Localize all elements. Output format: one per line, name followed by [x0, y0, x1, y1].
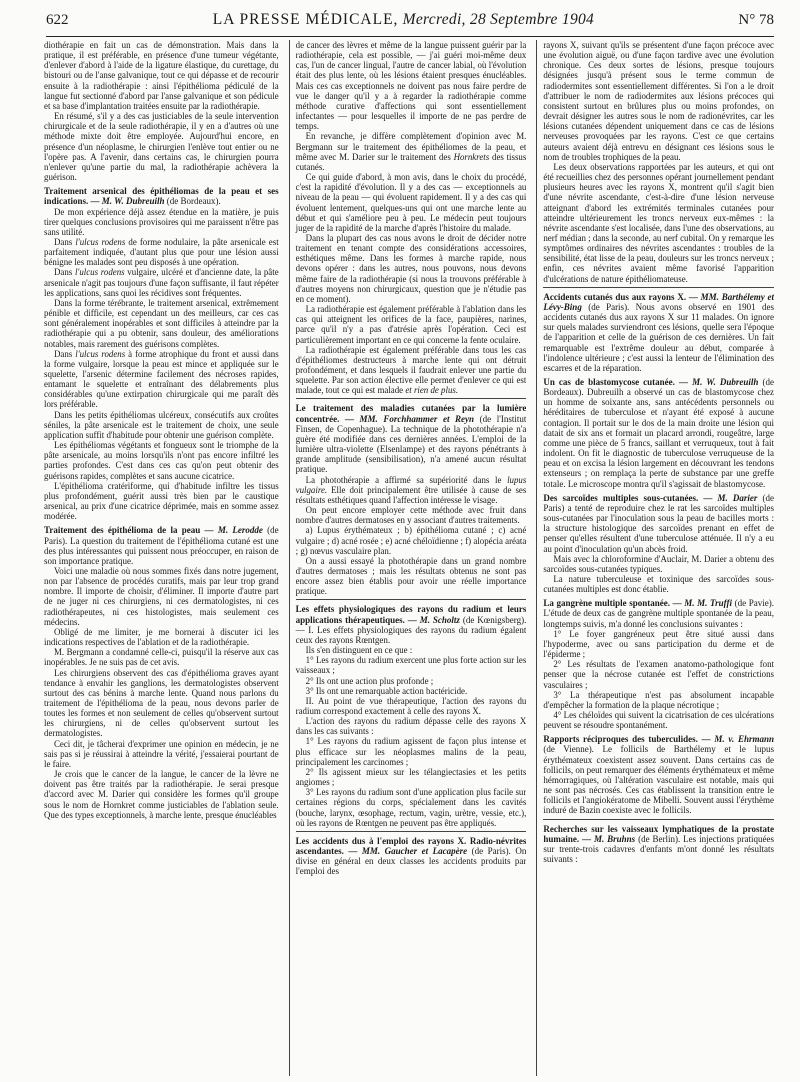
journal-name: LA PRESSE MÉDICALE,: [212, 11, 399, 28]
section-heading: Le traitement des maladies cutanées par la lumière concentrée. — MM. Forchhammer et Reyn (de l'Institut Finsen, de Copenhague). La technique de la photothérapie n'a guère été modifiée dans ces dernières années. L'emploi de la lumière ultra-violette (Elsenlampe) et des rayons pénétrants à grande amplitude (sensibilisation), n'a amené aucun résultat pratique.: [295, 403, 527, 475]
paragraph: Dans les petits épithéliomas ulcéreux, consécutifs aux croûtes séniles, la pâte arsenicale est le traitement de choix, une seule application suffit d'habitude pour obtenir une guérison complète.: [44, 409, 279, 440]
paragraph: Les deux observations rapportées par les auteurs, et qui ont été recueillies chez des personnes opérant journellement pendant plusieurs heures avec les rayons X, montrent qu'il s'agit bien d'une névrite ascendante, c'est-à-dire d'une lésion nerveuse atteignant d'abord les extrémités terminales cutanées pour atteindre ultérieurement les troncs nerveux eux-mêmes : la névrite ascendante s'est localisée, dans l'une des observations, au nerf médian ; dans la seconde, au nerf cubital. On y remarque les symptômes ordinaires des névrites ascendantes : troubles de la sensibilité, état lisse de la peau, douleurs sur les troncs nerveux ; enfin, ces névrites avaient même favorisé l'apparition d'ulcérations de nature épithéliomateuse.: [543, 161, 774, 284]
section-heading: Les effets physiologiques des rayons du radium et leurs applications thérapeutiques. — M. Scholtz (de Kœnigsberg). — I. Les effets physiologiques des rayons du radium égalent ceux des rayons Rœntgen.: [295, 604, 527, 645]
paragraph: L'action des rayons du radium dépasse celle des rayons X dans les cas suivants :: [295, 716, 527, 737]
author: MM. Forchhammer et Reyn: [359, 413, 475, 424]
author: M. Lerodde: [217, 525, 263, 536]
column-2: [289, 40, 527, 1076]
column-3: [536, 40, 774, 1076]
section-heading: Traitement arsenical des épithéliomas de la peau et ses indications. — M. W. Dubreuilh (de Bordeaux).: [44, 186, 279, 207]
paragraph: 1° Les rayons du radium agissent de façon plus intense et plus efficace sur les néoplasmes malins de la peau, principalement les carcinomes ;: [295, 736, 527, 767]
author: MM. Gaucher et Lacapère: [361, 846, 468, 857]
paragraph: Les épithéliomas végétants et fongueux sont le triomphe de la pâte arsenicale, au moins lorsqu'ils n'ont pas encore infiltré les parties profondes. C'est dans ces cas qu'on peut obtenir des guérisons rapides, complètes et sans aucune cicatrice.: [44, 440, 279, 481]
text-columns: [44, 40, 774, 1076]
paragraph: 3° Ils ont une remarquable action bactéricide.: [305, 685, 468, 696]
paragraph: Ce qui guide d'abord, à mon avis, dans le choix du procédé, c'est la rapidité d'évolution. Il y a des cas — exceptionnels au niveau de la peau — qui évoluent rapidement. Il y a des cas qui évoluent lentement, quelques-uns qui ont une marche lente au début et qui s'améliore peu à peu. Le médecin peut toujours juger de la rapidité de la marche d'après l'histoire du malade.: [295, 172, 527, 233]
paragraph: II. Au point de vue thérapeutique, l'action des rayons du radium correspond exactement à celle des rayons X.: [295, 695, 527, 716]
journal-title: [213, 11, 594, 29]
paragraph: Dans la plupart des cas nous avons le droit de décider notre traitement en tenant compte des considérations accessoires, esthétiques même. Dans les formes à marche rapide, nous devons opérer : dans les autres, nous pouvons, nous devons même faire de la radiothérapie (si nous la trouvons préférable à d'autres moyens non chirurgicaux, question que je n'étudie pas en ce moment).: [295, 232, 527, 304]
paragraph: La radiothérapie est également préférable à l'ablation dans les cas qui atteignent les orifices de la face, paupières, narines, parce qu'il n'y a pas d'atrésie après l'opération. Ceci est particulièrement important en ce qui concerne la fente oculaire.: [295, 304, 527, 345]
section-heading: Recherches sur les vaisseaux lymphatiques de la prostate humaine. — M. Bruhns (de Berlin). Les injections pratiquées sur trente-trois cadavres d'enfants m'ont donné les résultats suivants :: [543, 823, 774, 865]
paragraph: Dans la forme térébrante, le traitement arsenical, extrêmement pénible et difficile, est cependant un des meilleurs, car ces cas sont généralement inopérables et sont difficiles à atteindre par la radiothérapie qui a pu obtenir, sans douleur, des améliorations notables, mais rarement des guérisons complètes.: [44, 297, 279, 349]
paragraph: La nature tuberculeuse et toxinique des sarcoïdes sous-cutanées multiples est donc établie.: [543, 573, 774, 595]
author: M. W. Dubreuilh: [692, 377, 759, 387]
page-number: 622: [46, 11, 69, 28]
paragraph: de cancer des lèvres et même de la langue puissent guérir par la radiothérapie, cela est possible, — j'ai guéri moi-même deux cas, l'un de cancer lingual, l'autre de cancer labial, où l'évolution était des plus lente, où les lésions étaient presques énucléables. Mais ces cas exceptionnels ne doivent pas nous faire perdre de vue le danger qu'il y a à regarder la radiothérapie comme méthode curative d'affections qui sont essentiellement infectantes — pour lesquelles il importe de ne pas perdre de temps.: [295, 40, 527, 132]
author: M. Darier: [717, 492, 758, 503]
paragraph: Dans l'ulcus rodens vulgaire, ulcéré et d'ancienne date, la pâte arsenicale n'agit pas toujours d'une façon suffisante, il faut répéter les applications, sans quoi les récidives sont fréquentes.: [44, 267, 279, 298]
issue-date: Mercredi, 28 Septembre 1904: [402, 11, 595, 28]
paragraph: Ceci dit, je tâcherai d'exprimer une opinion en médecin, je ne sais pas si je réussirai à atteindre la vérité, j'essaierai pourtant de le faire.: [44, 738, 279, 769]
author: M. v. Ehrmann: [714, 734, 774, 745]
author: M. M. Truffi: [684, 598, 733, 609]
paragraph: Mais avec la chloroformine d'Auclair, M. Darier a obtenu des sarcoïdes sous-cutanées typiques.: [543, 553, 774, 574]
paragraph: Les chirurgiens observent des cas d'épithélioma graves ayant tendance à envahir les ganglions, les dermatologistes observent surtout des cas bénins à marche lente. Quand nous parlons du traitement de l'épithélioma de la peau, nous devons parler de toutes les formes et non seulement de celles qu'observent surtout les chirurgiens, ni de celles qu'observent surtout les dermatologistes.: [44, 667, 279, 739]
paragraph: M. Bergmann a condamné celle-ci, puisqu'il la réserve aux cas inopérables. Je ne suis pas de cet avis.: [44, 647, 279, 668]
paragraph: a) Lupus érythémateux ; b) épithélioma cutané ; c) acné vulgaire ; d) acné rosée ; e) acné chéloïdienne ; f) alopécia aréata ; g) nœvus vasculaire plan.: [295, 525, 527, 556]
paragraph: Obligé de me limiter, je me bornerai à discuter ici les indications respectives de l'ablation et de la radiothérapie.: [44, 626, 279, 648]
issue-number: N° 78: [738, 11, 774, 28]
section-heading: Les accidents dus à l'emploi des rayons X. Radio-névrites ascendantes. — MM. Gaucher et Lacapère (de Paris). On divise en général en deux classes les accidents produits par l'emploi des: [295, 835, 527, 877]
paragraph: On peut encore employer cette méthode avec fruit dans nombre d'autres dermatoses en y associant d'autres traitements.: [295, 505, 527, 526]
section-heading: La gangrène multiple spontanée. — M. M. Truffi (de Pavie). L'étude de deux cas de gangrène multiple spontanée de la peau, longtemps suivis, m'a donné les conclusions suivantes :: [543, 598, 774, 629]
paragraph: 3° La thérapeutique n'est pas absolument incapable d'empêcher la formation de la plaque nécrotique ;: [543, 689, 774, 710]
paragraph: La radiothérapie est également préférable dans tous les cas d'épithéliomes destructeurs à marche lente qui ont détruit profondément, et dans lesquels il faudrait enlever une partie du squelette. Par son action élective elle permet d'enlever ce qui est malade, tout ce qui est malade et rien de plus.: [295, 344, 527, 396]
paragraph: 3° Les rayons du radium sont d'une application plus facile sur certaines régions du corps, spécialement dans les cavités (bouche, larynx, œsophage, rectum, vagin, urètre, vessie, etc.), où les rayons de Rœntgen ne peuvent pas être appliqués.: [295, 787, 527, 828]
author: M. W. Dubreuilh: [101, 196, 165, 207]
section-heading: Un cas de blastomycose cutanée. — M. W. Dubreuilh (de Bordeaux). Dubreuilh a observé un cas de blastomycose chez un homme de soixante ans, sans antécédents personnels ou héréditaires de tuberculose et n'ayant été exposé à aucune contagion. Il portait sur le dos de la main droite une lésion qui datait de six ans et formait un placard arrondi, rougeâtre, large comme une pièce de 5 francs, saillant et verruqueux, tout à fait indolent. On fit le diagnostic de tuberculose verruqueuse de la peau et on excisa la lésion largement en découvrant les tendons extenseurs ; on remplaça la perte de substance par une greffe totale. Le microscope montra qu'il s'agissait de blastomycose.: [543, 377, 774, 489]
paragraph: 1° Les rayons du radium exercent une plus forte action sur les vaisseaux ;: [295, 655, 527, 676]
paragraph: Ils s'en distinguent en ce que :: [305, 645, 413, 656]
paragraph: 1° Le foyer gangréneux peut être situé aussi dans l'hypoderme, avec ou sans participation du derme et de l'épiderme ;: [543, 628, 774, 660]
paragraph: Je crois que le cancer de la langue, le cancer de la lèvre ne doivent pas être traités par la radiothérapie. Je serai presque d'accord avec M. Darier qui considère les formes qu'il groupe sous le nom de Hornkret comme justiciables de l'ablation seule. Que des types exceptionnels, à marche lente, presque énucléables: [44, 769, 279, 820]
section-separator: [543, 287, 774, 288]
author: M. Bruhns: [593, 833, 636, 844]
paragraph: De mon expérience déjà assez étendue en la matière, je puis tirer quelques conclusions provisoires qui me paraissent n'être pas sans utilité.: [44, 206, 279, 237]
author: M. Scholtz: [419, 614, 460, 625]
paragraph: L'épithélioma cratériforme, qui d'habitude infiltre les tissus plus profondément, guérit aussi très bien par le caustique arsenical, au prix d'une cicatrice déprimée, mais en somme assez modérée.: [44, 480, 279, 522]
section-heading: Traitement des épithélioma de la peau — M. Lerodde (de Paris). La question du traitement de l'épithélioma cutané est une des plus intéressantes qui puissent nous préoccuper, en raison de son importance pratique.: [44, 525, 279, 566]
section-separator: [543, 819, 774, 820]
paragraph: Voici une maladie où nous sommes fixés dans notre jugement, non par l'absence de procédés curatifs, mais par leur trop grand nombre. Il importe de choisir, d'éliminer. Il importe d'autre part de ne juger ni ces chirurgiens, ni ces dermatologistes, ni ces radiothérapeutes, ni ces histologistes, mais seulement ces médecins.: [44, 565, 279, 627]
paragraph: On a aussi essayé la photothérapie dans un grand nombre d'autres dermatoses ; mais les résultats obtenus ne sont pas encore assez bien établis pour avoir une réelle importance pratique.: [295, 555, 527, 597]
author: MM. Barthélemy et Lévy-Bing: [543, 291, 774, 312]
header-rule: [46, 36, 774, 37]
section-separator: [296, 398, 527, 399]
section-separator: [296, 599, 527, 600]
section-heading: Accidents cutanés dus aux rayons X. — MM. Barthélemy et Lévy-Bing (de Paris). Nous avons observé en 1901 des accidents cutanés dus aux rayons X sur 11 malades. On ignore sur quels malades surviendront ces lésions, quelle sera l'époque de l'apparition et celle de la guérison de ces dernières. Un fait remarquable est l'extrême douleur au début, comparée à l'indolence ultérieure ; c'est aussi la lenteur de l'élimination des escarres et de la réparation.: [543, 291, 774, 373]
paragraph: 4° Les chéloïdes qui suivent la cicatrisation de ces ulcérations peuvent se résoudre spontanément.: [543, 710, 774, 731]
paragraph: 2° Ils ont une action plus profonde ;: [305, 675, 434, 686]
paragraph: Dans l'ulcus rodens à forme atrophique du front et aussi dans la forme vulgaire, lorsque la peau est mince et appliquée sur le squelette, l'arsenic détermine facilement des nécroses rapides, entamant le squelette et entraînant des délabrements plus considérables qu'une extirpation chirurgicale qui me paraît dès lors préférable.: [44, 348, 279, 410]
section-heading: Des sarcoïdes multiples sous-cutanées. — M. Darier (de Paris) a tenté de reproduire chez le rat les sarcoïdes multiples sous-cutanées par l'inoculation sous la peau de bacilles morts : la structure histologique des sarcoïdes prenant en effet de penser qu'elles résultent d'une tuberculose atténuée. Il n'y a eu au point d'inoculation qu'un abcès froid.: [543, 492, 774, 554]
paragraph: La photothérapie a affirmé sa supériorité dans le lupus vulgaire. Elle doit principalement être utilisée à cause de ses résultats esthétiques quand l'affection intéresse le visage.: [295, 474, 527, 505]
section-heading: Rapports réciproques des tuberculides. — M. v. Ehrmann (de Vienne). Le follicils de Barthélemy et le lupus érythémateux coexistent assez souvent. Dans certains cas de follicils, on peut remarquer des éléments érythémateux et même hémorragiques, où l'altération vasculaire est notable, mais qui ne sont pas nécrosés. Ces cas établissent la transition entre le follicils et l'angiokératome de Mibelli. Souvent aussi l'érythème induré de Bazin coexiste avec le follicils.: [543, 734, 774, 816]
paragraph: Dans l'ulcus rodens de forme nodulaire, la pâte arsenicale est parfaitement indiquée, d'autant plus que pour une lésion aussi bénigne les malades sont peu disposés à une opération.: [44, 236, 279, 268]
paragraph: 2° Les résultats de l'examen anatomo-pathologique font penser que la nécrose cutanée est l'effet de constrictions vasculaires ;: [543, 659, 774, 690]
page-header: [46, 6, 774, 34]
paragraph: diothérapie en fait un cas de démonstration. Mais dans la pratique, il est préférable, en présence d'une tumeur végétante, d'enlever d'abord à l'aide de la ligature élastique, du curettage, du bistouri ou de l'anse galvanique, tout ce qui dépasse et de recourir ensuite à la radiothérapie : ainsi l'épithélioma pédiculé de la langue fut sectionné d'abord par l'anse galvanique et son pédicule et sa base d'implantation traitées ensuite par la radiothérapie.: [44, 40, 279, 111]
column-1: [44, 40, 279, 1076]
paragraph: En revanche, je diffère complètement d'opinion avec M. Bergmann sur le traitement des épithéliomes de la peau, et même avec M. Darier sur le traitement des Hornkrets des tissus cutanés.: [295, 131, 527, 172]
paragraph: 2° Ils agissent mieux sur les télangiectasies et les petits angiomes ;: [295, 766, 527, 788]
paragraph: En résumé, s'il y a des cas justiciables de la seule intervention chirurgicale et de la seule radiothérapie, il y en a d'autres où une méthode mixte doit être employée. Aujourd'hui encore, en présence d'un néoplasme, le chirurgien l'enlève tout entier ou ne l'opère pas. A l'avenir, dans certains cas, le chirurgien pourra n'enlever qu'une partie du mal, la radiothérapie achèvera la guérison.: [44, 111, 279, 183]
paragraph: rayons X, suivant qu'ils se présentent d'une façon précoce avec une évolution aiguë, ou d'une façon tardive avec une évolution chronique. Ces deux sortes de lésions, presque toujours désignées jusqu'à présent sous le terme commun de radiodermites sont essentiellement différentes. Si l'on a le droit d'attribuer le nom de radiodermites aux lésions précoces qui consistent surtout en brûlures plus ou moins profondes, on devrait désigner les autres sous le nom de radionévrites, car les lésions cutanées dépendent uniquement dans ce cas de lésions nerveuses provoquées par les rayons. C'est ce que certains auteurs avaient déjà entrevu en désignant ces lésions sous le nom de troubles trophiques de la peau.: [543, 40, 774, 162]
section-separator: [296, 831, 527, 832]
